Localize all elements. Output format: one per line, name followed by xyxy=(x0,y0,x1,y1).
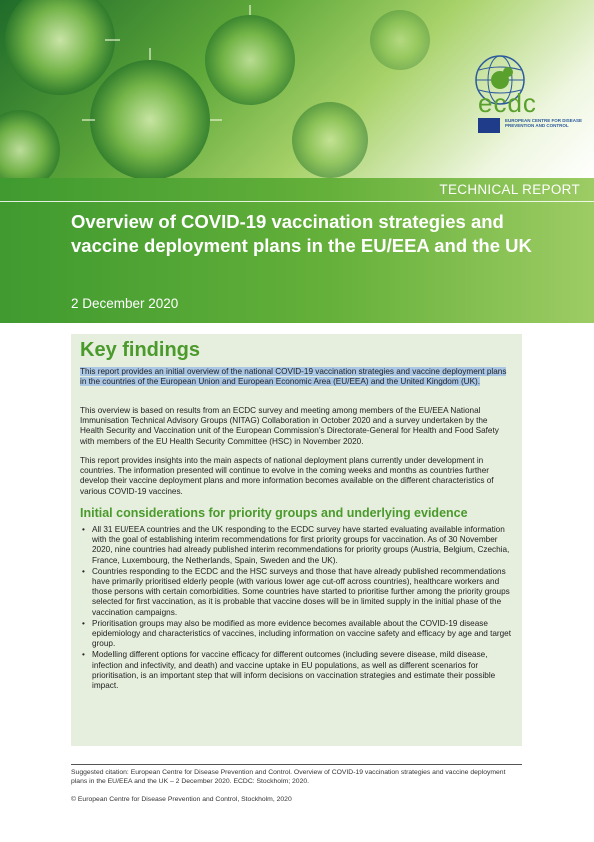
report-date: 2 December 2020 xyxy=(71,296,179,311)
highlighted-text-rest: overview of the national COVID-19 vaccination strategies and vaccine deployment plans in the countries of the European Union and European Economic Area (EU/EEA) and the United Kingdom (UK). xyxy=(80,367,507,387)
highlighted-text: This report provides an initial xyxy=(80,367,185,376)
section-label: TECHNICAL REPORT xyxy=(439,182,580,197)
intro-paragraph xyxy=(80,367,512,387)
list-item: • Prioritisation groups may also be modified as more evidence becomes available about the COVID-19 disease epidemiology and characteristics of vaccines, including information on vaccine safety and efficacy by age and target group. xyxy=(80,619,512,650)
footer-divider xyxy=(71,764,522,765)
ecdc-subtitle: EUROPEAN CENTRE FOR DISEASE PREVENTION AND CONTROL xyxy=(505,118,583,128)
findings-list xyxy=(80,525,512,691)
report-title: Overview of COVID-19 vaccination strategies and vaccine deployment plans in the EU/EEA and the UK xyxy=(71,211,532,256)
key-findings-heading: Key findings xyxy=(80,339,201,361)
survey-paragraph: This overview is based on results from an ECDC survey and meeting among members of the EU/EEA National Immunisation Technical Advisory Groups (NITAG) Collaboration in October 2020 and a survey undertaken by the Health Security and Vaccination unit of the European Commission’s Directorate-General for Health and Food Safety with members of the EU Health Security Committee (HSC) in November 2020. xyxy=(80,406,499,446)
priority-groups-subheading: Initial considerations for priority groups and underlying evidence xyxy=(80,506,468,520)
insights-paragraph: This report provides insights into the main aspects of national deployment plans currently under development in countries. The information presented will continue to evolve in the coming weeks and months as countries further develop their vaccine deployment plans and more information becomes available on the different characteristics of various COVID-19 vaccines. xyxy=(80,456,494,496)
eu-flag-icon xyxy=(478,118,500,133)
list-item: • Modelling different options for vaccine efficacy for different outcomes (including severe disease, mild disease, infection and infectivity, and death) and vaccine uptake in EU populations, as well as different scenarios for prioritisation, is an important step that will inform decisions on vaccination strategies and estimate their possible impact. xyxy=(80,650,512,691)
band-divider xyxy=(0,201,594,202)
list-item: • Countries responding to the ECDC and the HSC surveys and those that have already published recommendations have primarily prioritised elderly people (with various lower age cut-off across countries), healthcare workers and those persons with certain comorbidities. Some countries have started to prioritise further among the priority groups selected for first vaccination, as it is probable that vaccine doses will be in limited supply in the initial phase of the vaccination campaigns. xyxy=(80,567,512,618)
citation: Suggested citation: European Centre for Disease Prevention and Control. Overview of COVID-19 vaccination strategies and vaccine deployment plans in the EU/EEA and the UK – 2 December 2020. ECDC: Stockholm; 2020. xyxy=(71,769,506,785)
list-item: • All 31 EU/EEA countries and the UK responding to the ECDC survey have started evaluating available information with the goal of establishing interim recommendations for first priority groups for vaccination. As of 30 November 2020, nine countries had already published interim recommendations for priority groups (Austria, Belgium, Czechia, France, Luxembourg, the Netherlands, Spain, Sweden and the UK). xyxy=(80,525,512,566)
ecdc-wordmark: ecdc xyxy=(478,88,537,118)
copyright: © European Centre for Disease Prevention and Control, Stockholm, 2020 xyxy=(71,796,292,803)
